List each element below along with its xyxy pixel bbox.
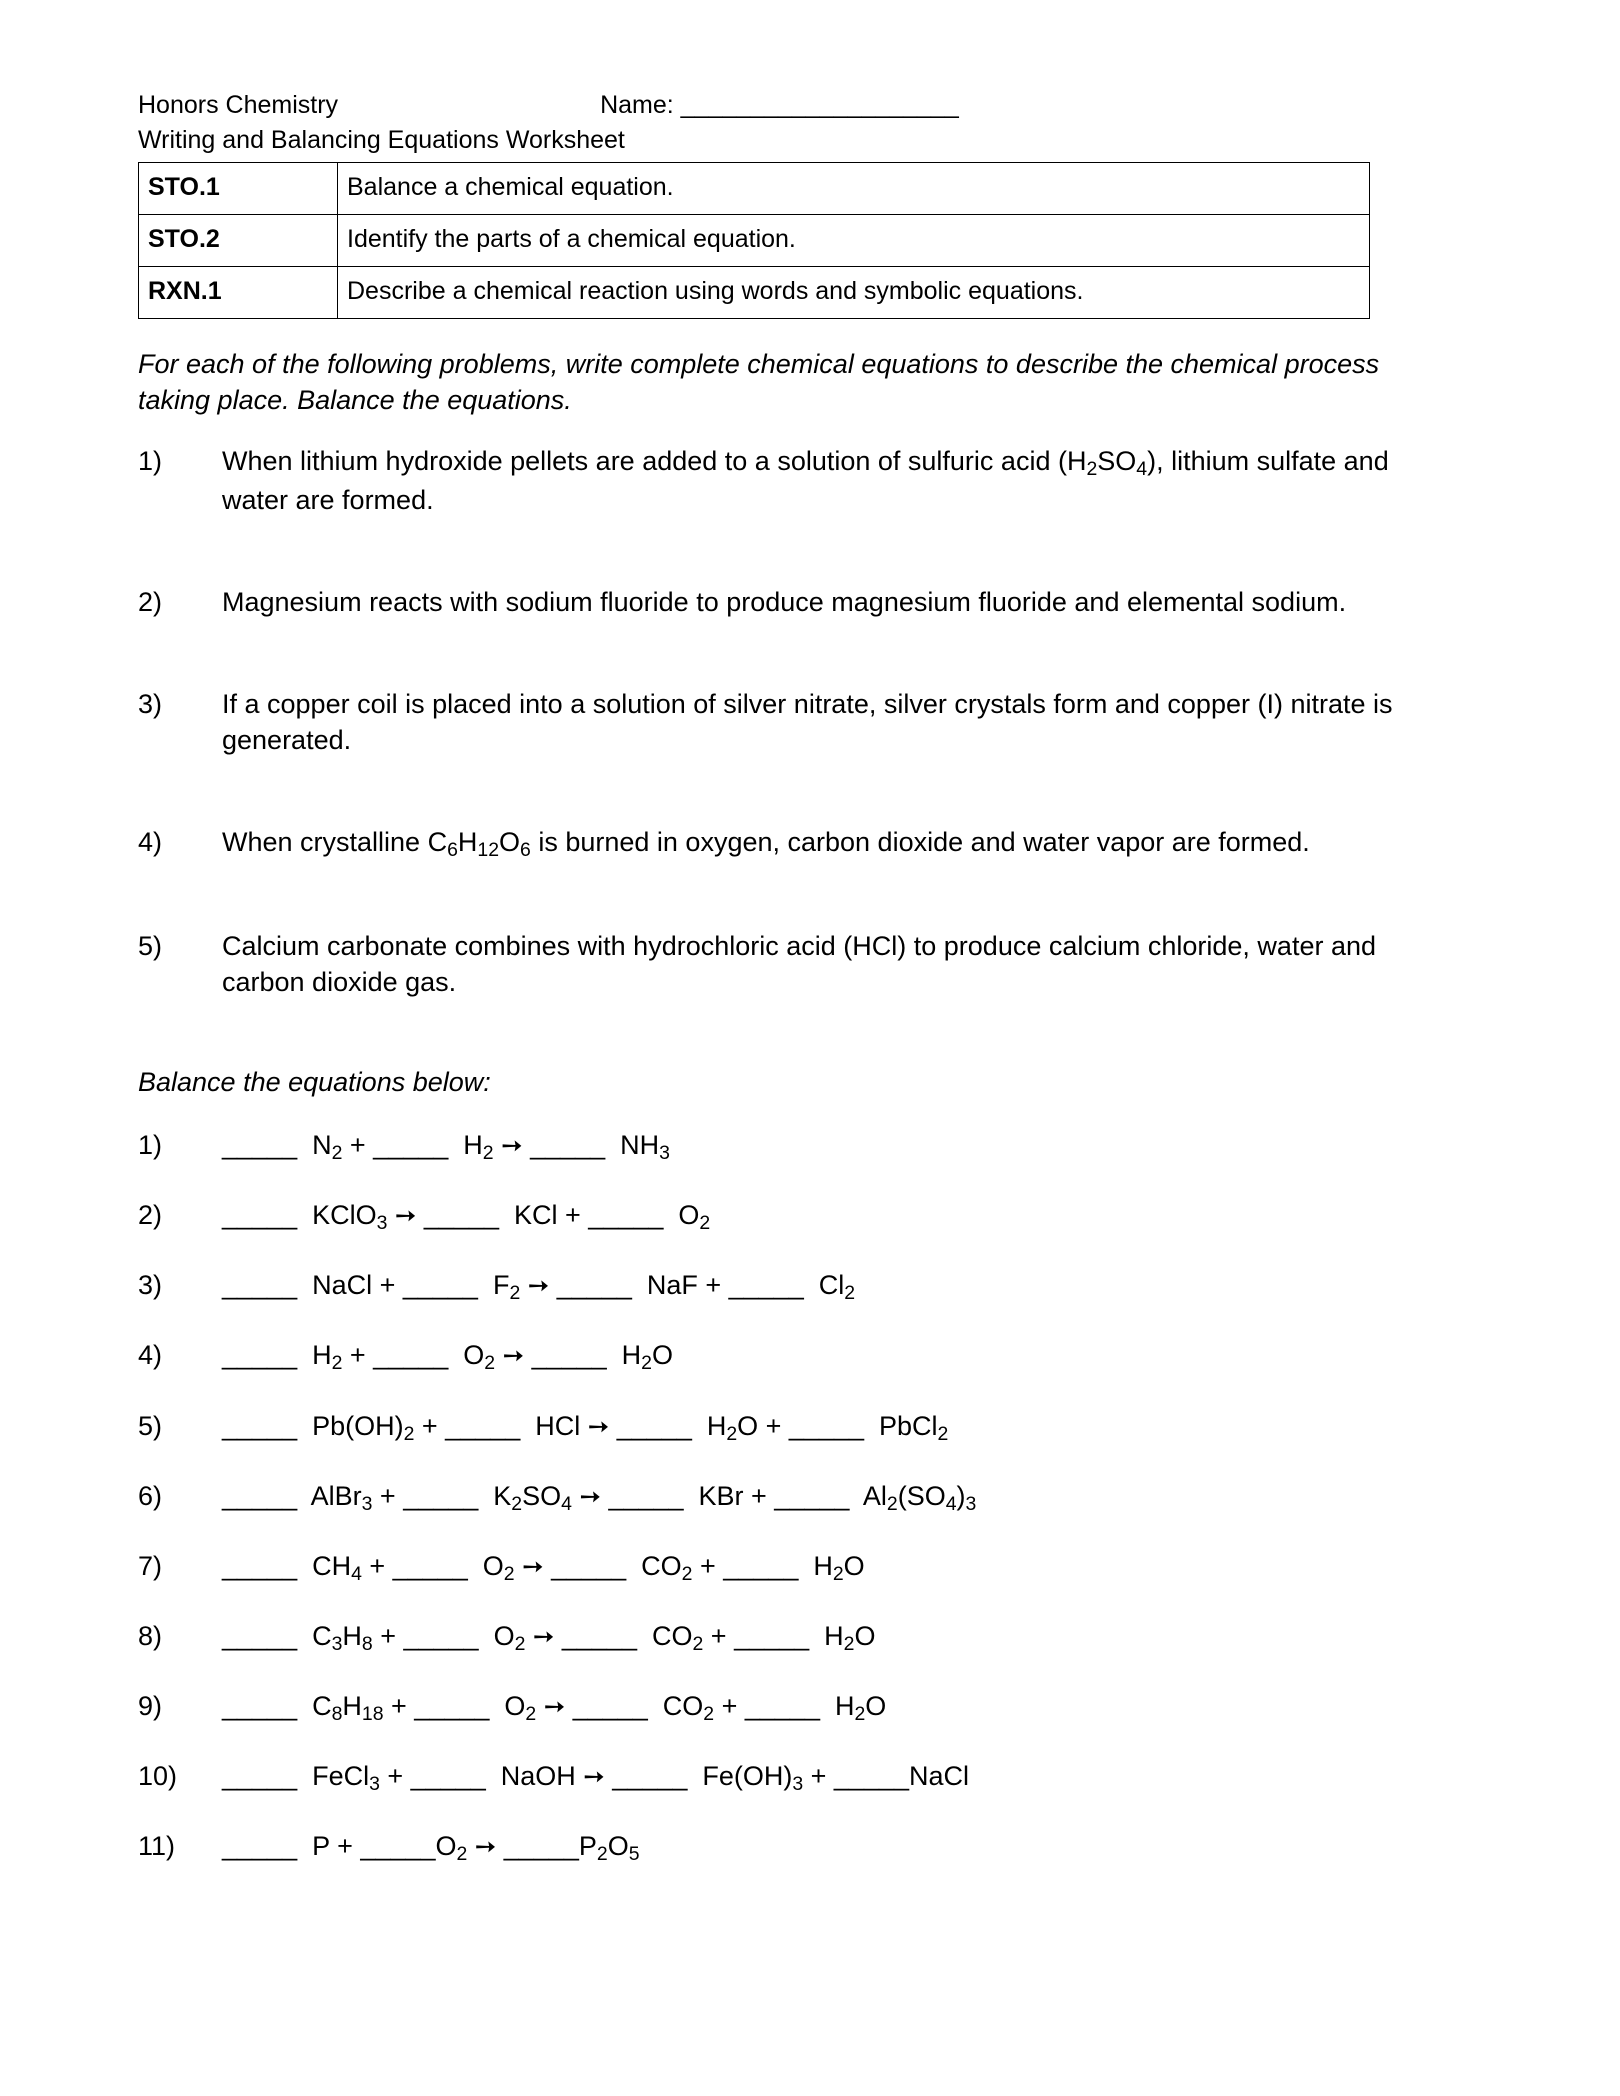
list-item [138,1619,1502,1657]
equation-text: _____ NaCl + _____ $F_2$ ➙ _____ NaF + _____ $Cl_2$ [222,1270,856,1305]
equation-number: 7) [138,1550,163,1581]
list-item [138,1829,1502,1867]
list-item [138,825,1502,864]
equation-number: 8) [138,1620,163,1651]
table-row [139,163,1370,215]
list-item [138,1549,1502,1587]
standard-code: STO.2 [139,215,338,267]
standard-description: Identify the parts of a chemical equation. [338,215,1370,267]
problem-number: 1) [138,446,163,477]
equation-text: _____ $H_2$ + _____ $O_2$ ➙ _____ $H_2O$ [222,1340,673,1375]
balance-section-heading: Balance the equations below: [138,1067,491,1098]
equation-text: _____ $C_8H_{18}$ + _____ $O_2$ ➙ _____ $CO_2$ + _____ $H_2O$ [222,1691,887,1725]
equation-number: 10) [138,1761,178,1792]
list-item [138,1689,1502,1727]
table-row [139,267,1370,319]
list-item [138,1409,1502,1447]
equation-text: _____ $C_3H_8$ + _____ $O_2$ ➙ _____ $CO_2$ + _____ $H_2O$ [222,1620,876,1655]
equation-text: _____ $P + \_\_\_\_\_O_2$ ➙ $\_\_\_\_\_P_2O_5$ [222,1831,640,1866]
equation-number: 3) [138,1270,163,1301]
equation-number: 4) [138,1340,163,1371]
list-item [138,687,1502,759]
equation-text: _____ $N_2$ + _____ $H_2$ ➙ _____ $NH_3$ [222,1130,670,1164]
equation-text: _____ FeCl$_3$ + _____ NaOH ➙ _____ $Fe(OH)_3$ + _____NaCl [222,1761,970,1796]
list-item [138,1759,1502,1797]
equation-number: 6) [138,1480,163,1511]
problem-text: Magnesium reacts with sodium fluoride to produce magnesium fluoride and elemental sodium. [222,586,1347,617]
problem-number: 2) [138,586,163,617]
equation-number: 5) [138,1410,163,1441]
standard-description: Describe a chemical reaction using words and symbolic equations. [338,267,1370,319]
instructions-paragraph: For each of the following problems, write complete chemical equations to describe the chemical process taking place. Balance the equations. [138,349,1380,415]
list-item [138,585,1502,621]
list-item [138,929,1502,1001]
equation-text: _____ $CH_4$ + _____ $O_2$ ➙ _____ $CO_2$ + _____ $H_2O$ [222,1550,865,1585]
problem-number: 3) [138,688,163,719]
equation-text: _____ AlBr$_3$ + _____ $K_2SO_4$ ➙ _____ KBr + _____ $Al_2(SO_4)_3$ [222,1480,977,1515]
standard-code: STO.1 [139,163,338,215]
problem-text: When crystalline $C_6H_{12}O_6$ is burned in oxygen, carbon dioxide and water vapor are formed. [222,826,1310,861]
balance-problems-list [138,1128,1502,1867]
list-item [138,1198,1502,1236]
list-item [138,1128,1502,1166]
standards-table [138,162,1370,319]
table-row [139,215,1370,267]
standards-table-body [139,163,1370,319]
equation-text: _____ $Pb(OH)_2$ + _____ HCl ➙ _____ $H_2O$ + _____ PbCl$_2$ [222,1410,949,1445]
problem-text: Calcium carbonate combines with hydrochloric acid (HCl) to produce calcium chloride, water and carbon dioxide gas. [222,931,1376,998]
problem-text: When lithium hydroxide pellets are added to a solution of sulfuric acid $(H_2SO_4)$, lithium sulfate and water are formed. [222,446,1389,515]
equation-number: 2) [138,1200,163,1231]
document-header [138,88,1502,123]
problem-number: 4) [138,826,163,857]
word-problems-list [138,444,1502,1001]
equation-number: 11) [138,1831,176,1862]
equation-number: 1) [138,1130,163,1161]
equation-text: _____ KClO$_3$ ➙ _____ KCl + _____ $O_2$ [222,1200,711,1235]
problem-text: If a copper coil is placed into a solution of silver nitrate, silver crystals form and copper (I) nitrate is generated. [222,688,1393,755]
worksheet-subtitle: Writing and Balancing Equations Worksheet [138,125,625,154]
list-item [138,1338,1502,1376]
course-title: Honors Chemistry [138,91,339,119]
standard-description: Balance a chemical equation. [338,163,1370,215]
list-item [138,1268,1502,1306]
standard-code: RXN.1 [139,267,338,319]
name-field-label: Name: ____________________ [600,91,959,119]
list-item [138,444,1502,519]
problem-number: 5) [138,931,163,962]
list-item [138,1479,1502,1517]
equation-number: 9) [138,1691,163,1722]
